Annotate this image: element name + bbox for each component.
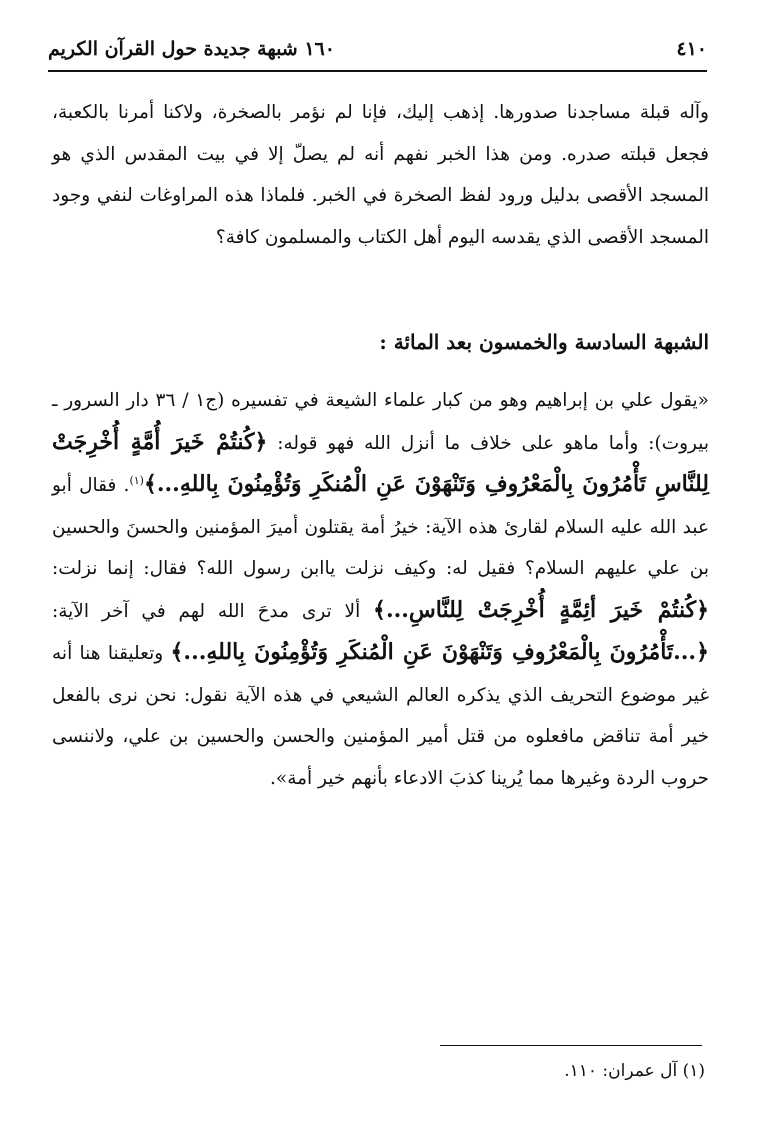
quran-verse-3: ﴿...تَأْمُرُونَ بِالْمَعْرُوفِ وَتَنْهَوْنَ عَنِ الْمُنكَرِ وَتُؤْمِنُونَ بِاللهِ...﴾ bbox=[170, 639, 709, 665]
paragraph-2-mid-2: ألا ترى مدحَ الله لهم في آخر الآية: bbox=[52, 600, 361, 622]
paragraph-2-end: وتعليقنا هنا أنه غير موضوع التحريف الذي يذكره العالم الشيعي في هذه الآية نقول: نحن نرى بالفعل خير أمة تناقض مافعلوه من قتل أمير المؤمنين والحسن والحسين بن علي، ولاننسى حروب الردة وغيرها مما يُرينا كذبَ الادعاء بأنهم خير أمة». bbox=[52, 643, 709, 789]
page-number: ٤١٠ bbox=[676, 38, 707, 60]
quran-verse-2: ﴿كُنتُمْ خَيرَ أئِمَّةٍ أُخْرِجَتْ لِلنَّاسِ...﴾ bbox=[373, 596, 709, 623]
quran-verse-1: ﴿كُنتُمْ خَيرَ أُمَّةٍ أُخْرِجَتْ لِلنَّاسِ تَأْمُرُونَ بِالْمَعْرُوفِ وَتَنْهَوْنَ عَنِ الْمُنكَرِ وَتُؤْمِنُونَ بِاللهِ...﴾ bbox=[52, 428, 709, 497]
footnote-ref: (١) bbox=[129, 473, 144, 487]
footnote-divider bbox=[440, 1045, 702, 1046]
running-title: ١٦٠ شبهة جديدة حول القرآن الكريم bbox=[48, 38, 335, 60]
paragraph-2 bbox=[52, 380, 709, 799]
paragraph-2-mid-1: . فقال أبو عبد الله عليه السلام لقارئ هذه الآية: خيرُ أمة يقتلون أميرَ المؤمنين والحسنَ والحسين بن علي عليهم السلام؟ فقيل له: وكيف نزلت ياابن رسول الله؟ فقال: إنما نزلت: bbox=[52, 475, 709, 579]
page-header bbox=[48, 28, 707, 72]
paragraph-2-intro: «يقول علي بن إبراهيم وهو من كبار علماء الشيعة في تفسيره (ج١ / ٣٦ دار السرور ـ بيروت): وأما ماهو على خلاف ما أنزل الله فهو قوله: bbox=[52, 390, 709, 454]
page-body bbox=[52, 92, 709, 799]
paragraph-1: وآله قبلة مساجدنا صدورها. إذهب إليك، فإنا لم نؤمر بالصخرة، ولاكنا أمرنا بالكعبة، فجعل قبلته صدره. ومن هذا الخبر نفهم أنه لم يصلّ إلا في بيت المقدس الذي هو المسجد الأقصى بدليل ورود لفظ الصخرة في الخبر. فلماذا هذه المراوغات لنفي وجود المسجد الأقصى الذي يقدسه اليوم أهل الكتاب والمسلمون كافة؟ bbox=[52, 102, 709, 248]
section-heading: الشبهة السادسة والخمسون بعد المائة : bbox=[379, 330, 709, 354]
footnote: (١) آل عمران: ١١٠. bbox=[564, 1061, 705, 1081]
